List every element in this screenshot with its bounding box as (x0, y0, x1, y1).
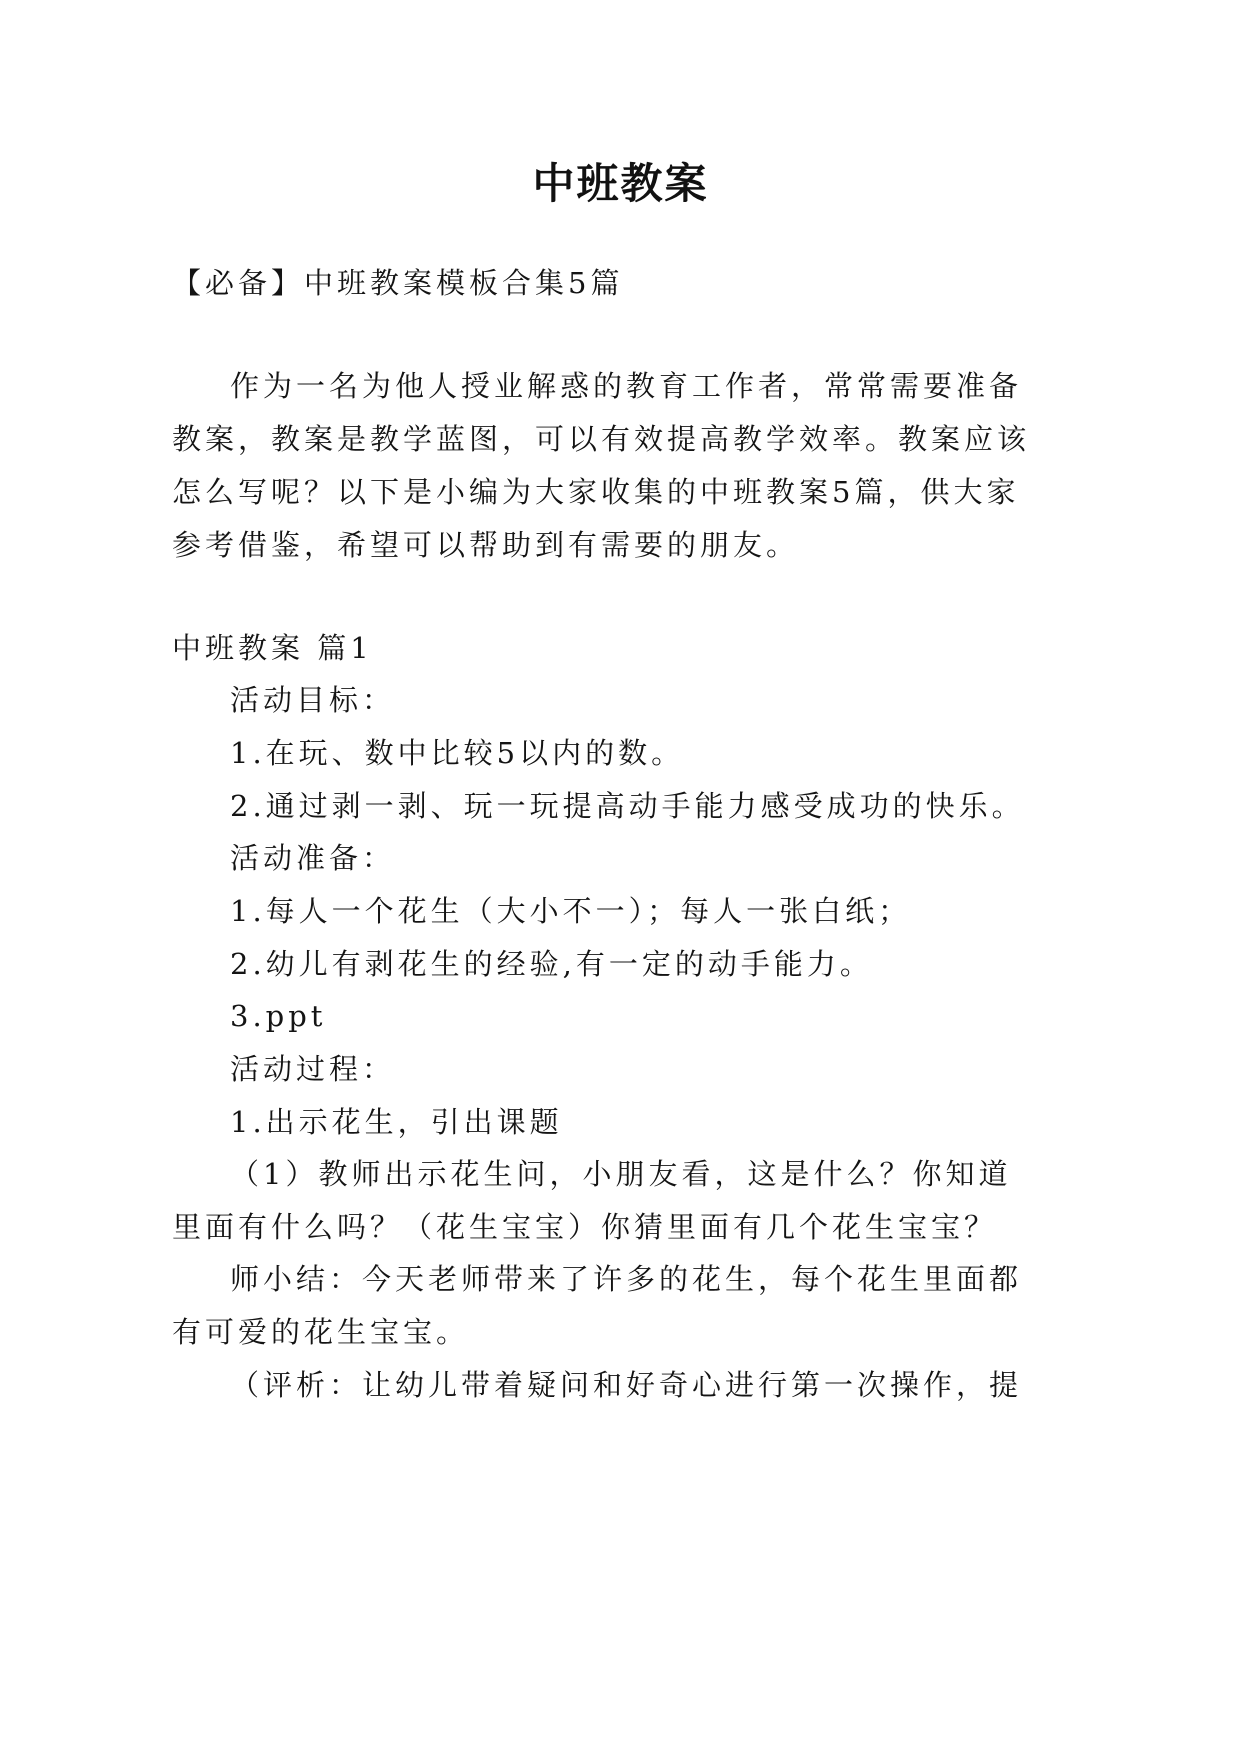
intro-line: 作为一名为他人授业解惑的教育工作者，常常需要准备 (230, 369, 1023, 403)
prep-heading: 活动准备： (230, 841, 396, 875)
intro-line: 怎么写呢？以下是小编为大家收集的中班教案5篇，供大家 (172, 475, 1020, 509)
summary-line: 有可爱的花生宝宝。 (172, 1315, 470, 1349)
prep-item: 2.幼儿有剥花生的经验,有一定的动手能力。 (230, 947, 873, 981)
process-heading: 活动过程： (230, 1052, 396, 1086)
goal-item: 2.通过剥一剥、玩一玩提高动手能力感受成功的快乐。 (230, 789, 1025, 823)
document-title: 中班教案 (532, 159, 709, 208)
step-detail-line: 里面有什么吗？（花生宝宝）你猜里面有几个花生宝宝？ (172, 1210, 998, 1244)
comment-line: （评析：让幼儿带着疑问和好奇心进行第一次操作，提 (230, 1368, 1023, 1402)
prep-item: 1.每人一个花生（大小不一）；每人一张白纸； (230, 894, 912, 928)
prep-item: 3.ppt (230, 999, 327, 1033)
intro-line: 参考借鉴，希望可以帮助到有需要的朋友。 (172, 528, 800, 562)
step-detail-line: （1）教师出示花生问，小朋友看，这是什么？你知道 (230, 1157, 1012, 1191)
intro-line: 教案，教案是教学蓝图，可以有效提高教学效率。教案应该 (172, 422, 1031, 456)
document-subtitle: 【必备】中班教案模板合集5篇 (172, 266, 624, 300)
section-heading: 中班教案 篇1 (172, 631, 373, 665)
summary-line: 师小结：今天老师带来了许多的花生，每个花生里面都 (230, 1262, 1023, 1296)
goal-item: 1.在玩、数中比较5以内的数。 (230, 736, 685, 770)
process-step: 1.出示花生，引出课题 (230, 1105, 563, 1139)
goals-heading: 活动目标： (230, 683, 396, 717)
